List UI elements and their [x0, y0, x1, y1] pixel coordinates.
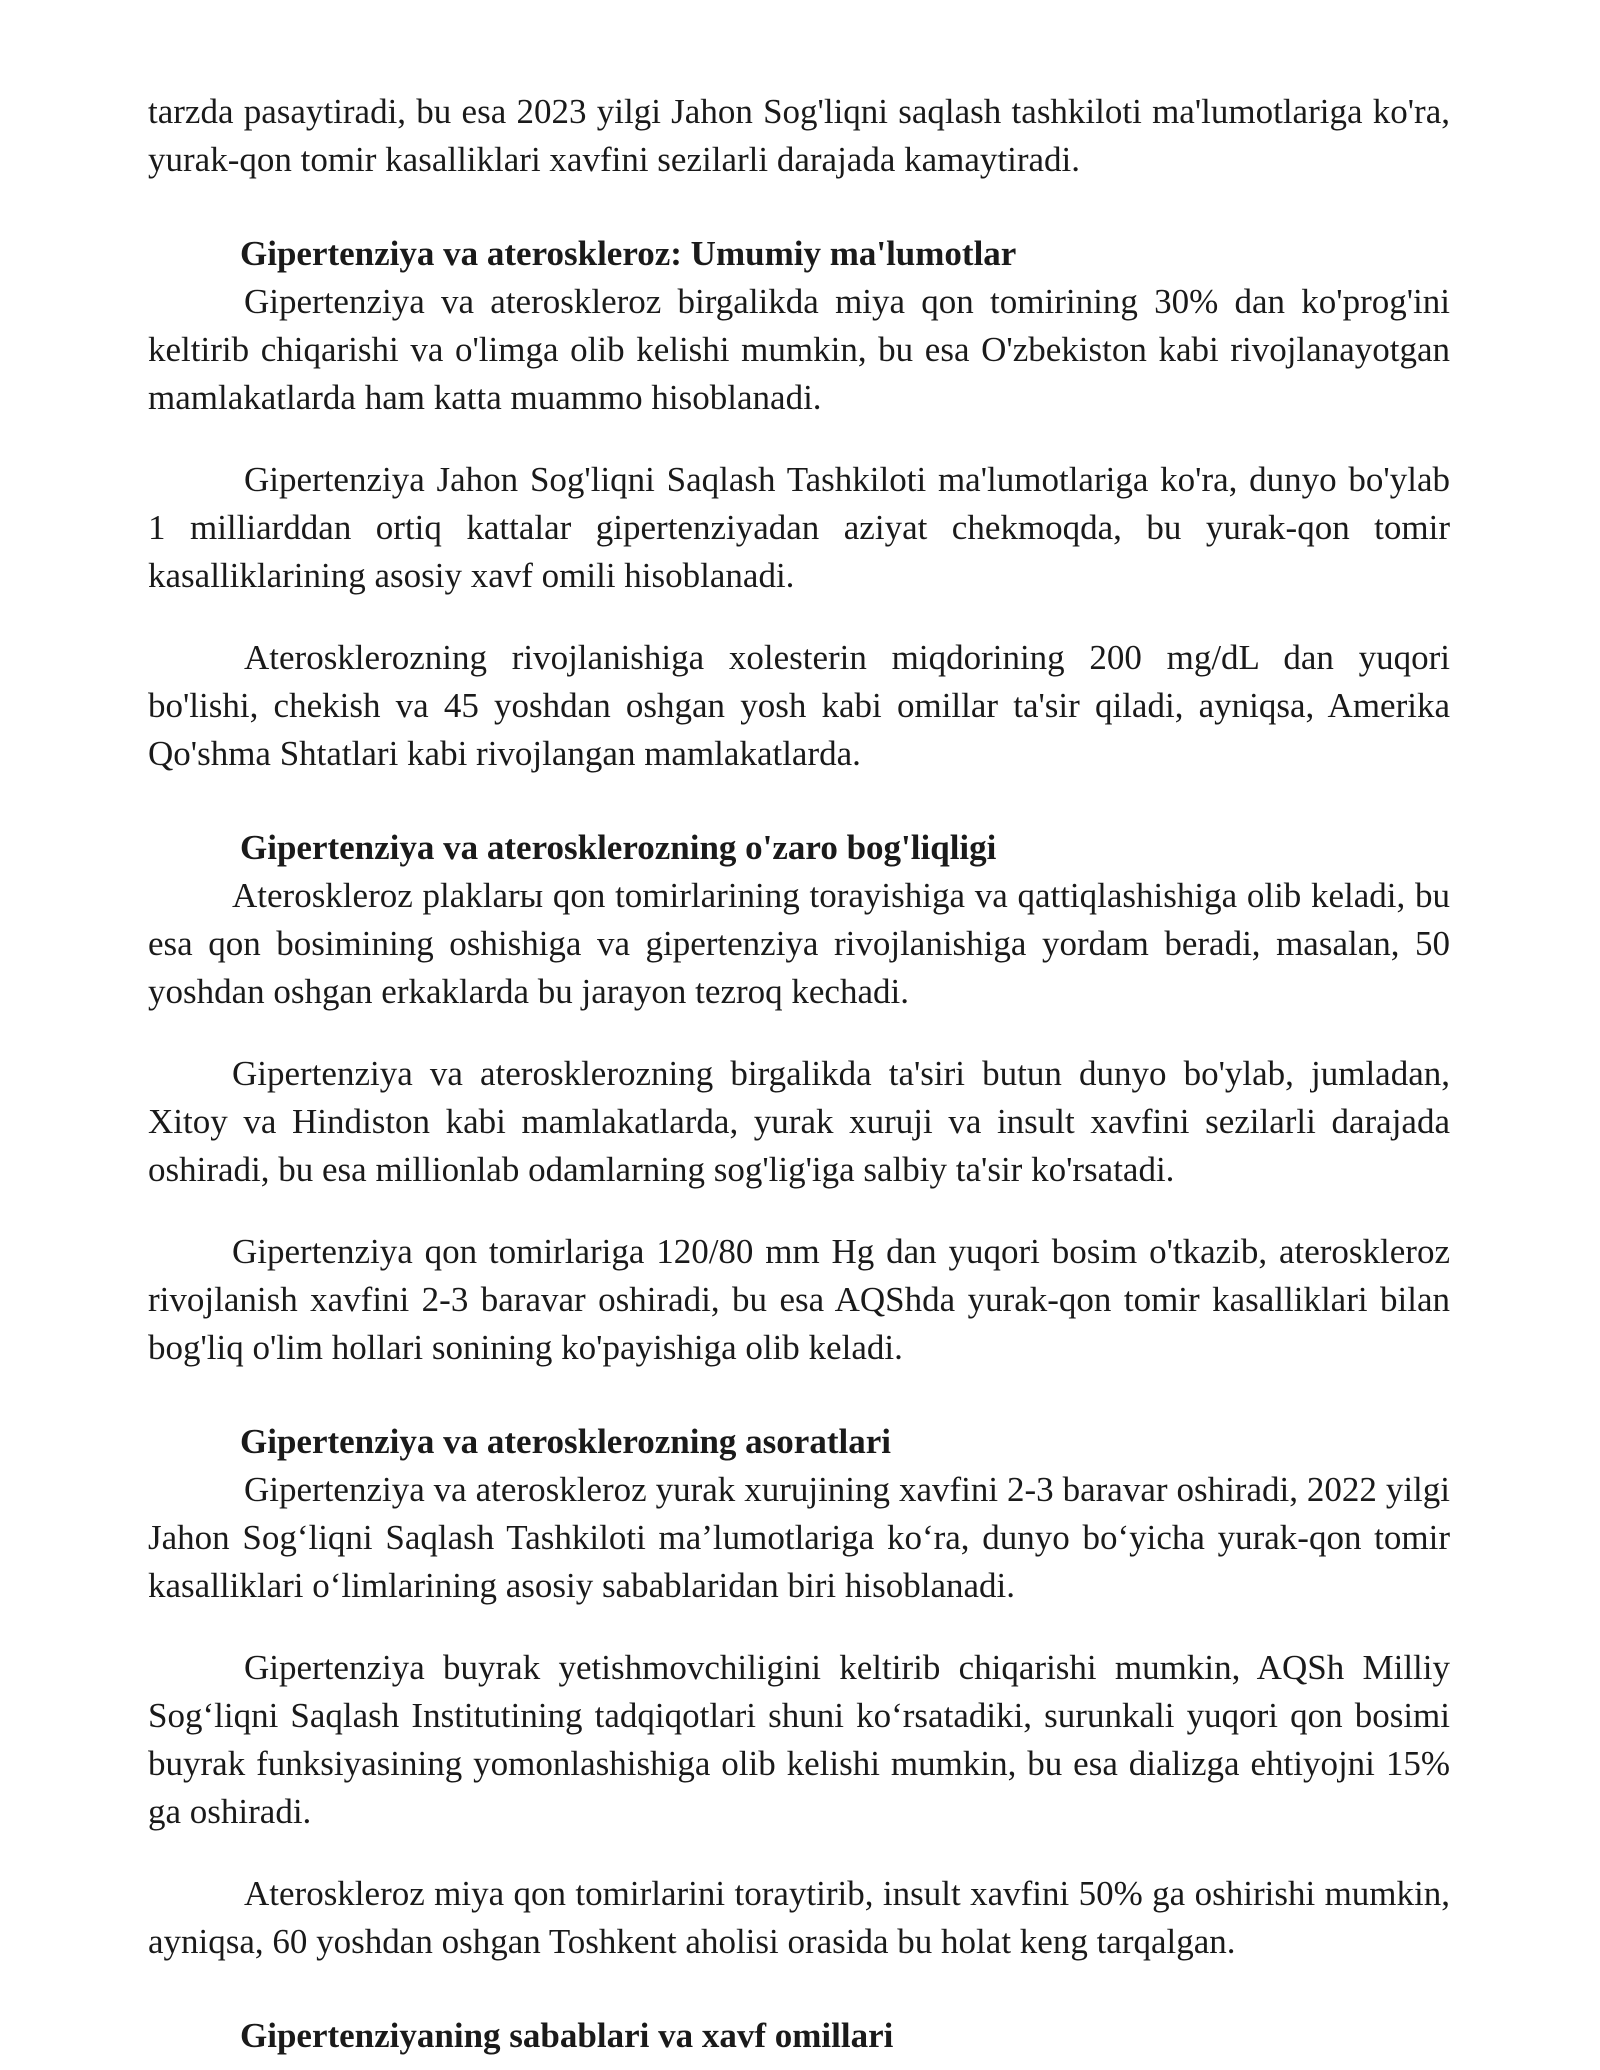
paragraph: Ateroskleroz miya qon tomirlarini toraytirib, insult xavfini 50% ga oshirishi mumkin, ayniqsa, 60 yoshdan oshgan Toshkent aholisi orasida bu holat keng tarqalgan.: [148, 1874, 1450, 1961]
paragraph: Gipertenziya Jahon Sog'liqni Saqlash Tashkiloti ma'lumotlariga ko'ra, dunyo bo'ylab 1 milliarddan ortiq kattalar gipertenziyadan aziyat chekmoqda, bu yurak-qon tomir kasalliklarining asosiy xavf omili hisoblanadi.: [148, 460, 1450, 595]
paragraph: Aterosklerozning rivojlanishiga xolesterin miqdorining 200 mg/dL dan yuqori bo'lishi, chekish va 45 yoshdan oshgan yosh kabi omillar ta'sir qiladi, ayniqsa, Amerika Qo'shma Shtatlari kabi rivojlangan mamlakatlarda.: [148, 638, 1450, 773]
paragraph: Gipertenziya va aterosklerozning birgalikda ta'siri butun dunyo bo'ylab, jumladan, Xitoy va Hindiston kabi mamlakatlarda, yurak xuruji va insult xavfini sezilarli darajada oshiradi, bu esa millionlab odamlarning sog'lig'iga salbiy ta'sir ko'rsatadi.: [148, 1054, 1450, 1189]
paragraph: Gipertenziya va ateroskleroz yurak xurujining xavfini 2-3 baravar oshiradi, 2022 yilgi Jahon Sog‘liqni Saqlash Tashkiloti ma’lumotlariga ko‘ra, dunyo bo‘yicha yurak-qon tomir kasalliklari o‘limlarining asosiy sabablaridan biri hisoblanadi.: [148, 1470, 1450, 1605]
paragraph-continued: tarzda pasaytiradi, bu esa 2023 yilgi Jahon Sog'liqni saqlash tashkiloti ma'lumotlariga ko'ra, yurak-qon tomir kasalliklari xavfini sezilarli darajada kamaytiradi.: [148, 92, 1450, 179]
paragraph: Gipertenziya qon tomirlariga 120/80 mm Hg dan yuqori bosim o'tkazib, ateroskleroz rivojlanish xavfini 2-3 baravar oshiradi, bu esa AQShda yurak-qon tomir kasalliklari bilan bog'liq o'lim hollari sonining ko'payishiga olib keladi.: [148, 1232, 1450, 1367]
paragraph: Gipertenziya buyrak yetishmovchiligini keltirib chiqarishi mumkin, AQSh Milliy Sog‘liqni Saqlash Institutining tadqiqotlari shuni ko‘rsatadiki, surunkali yuqori qon bosimi buyrak funksiyasining yomonlashishiga olib kelishi mumkin, bu esa dializga ehtiyojni 15% ga oshiradi.: [148, 1648, 1450, 1831]
section-heading-causes: Gipertenziyaning sabablari va xavf omillari: [240, 2016, 894, 2055]
section-heading-overview: Gipertenziya va ateroskleroz: Umumiy ma'lumotlar: [240, 234, 1017, 273]
section-heading-complications: Gipertenziya va aterosklerozning asoratlari: [240, 1422, 891, 1461]
paragraph: Gipertenziya va ateroskleroz birgalikda miya qon tomirining 30% dan ko'prog'ini keltirib chiqarishi va o'limga olib kelishi mumkin, bu esa O'zbekiston kabi rivojlanayotgan mamlakatlarda ham katta muammo hisoblanadi.: [148, 282, 1450, 417]
section-heading-relationship: Gipertenziya va aterosklerozning o'zaro bog'liqligi: [240, 828, 997, 867]
paragraph: Ateroskleroz plaklarы qon tomirlarining torayishiga va qattiqlashishiga olib keladi, bu esa qon bosimining oshishiga va gipertenziya rivojlanishiga yordam beradi, masalan, 50 yoshdan oshgan erkaklarda bu jarayon tezroq kechadi.: [148, 876, 1450, 1011]
document-page: [148, 88, 1450, 2060]
